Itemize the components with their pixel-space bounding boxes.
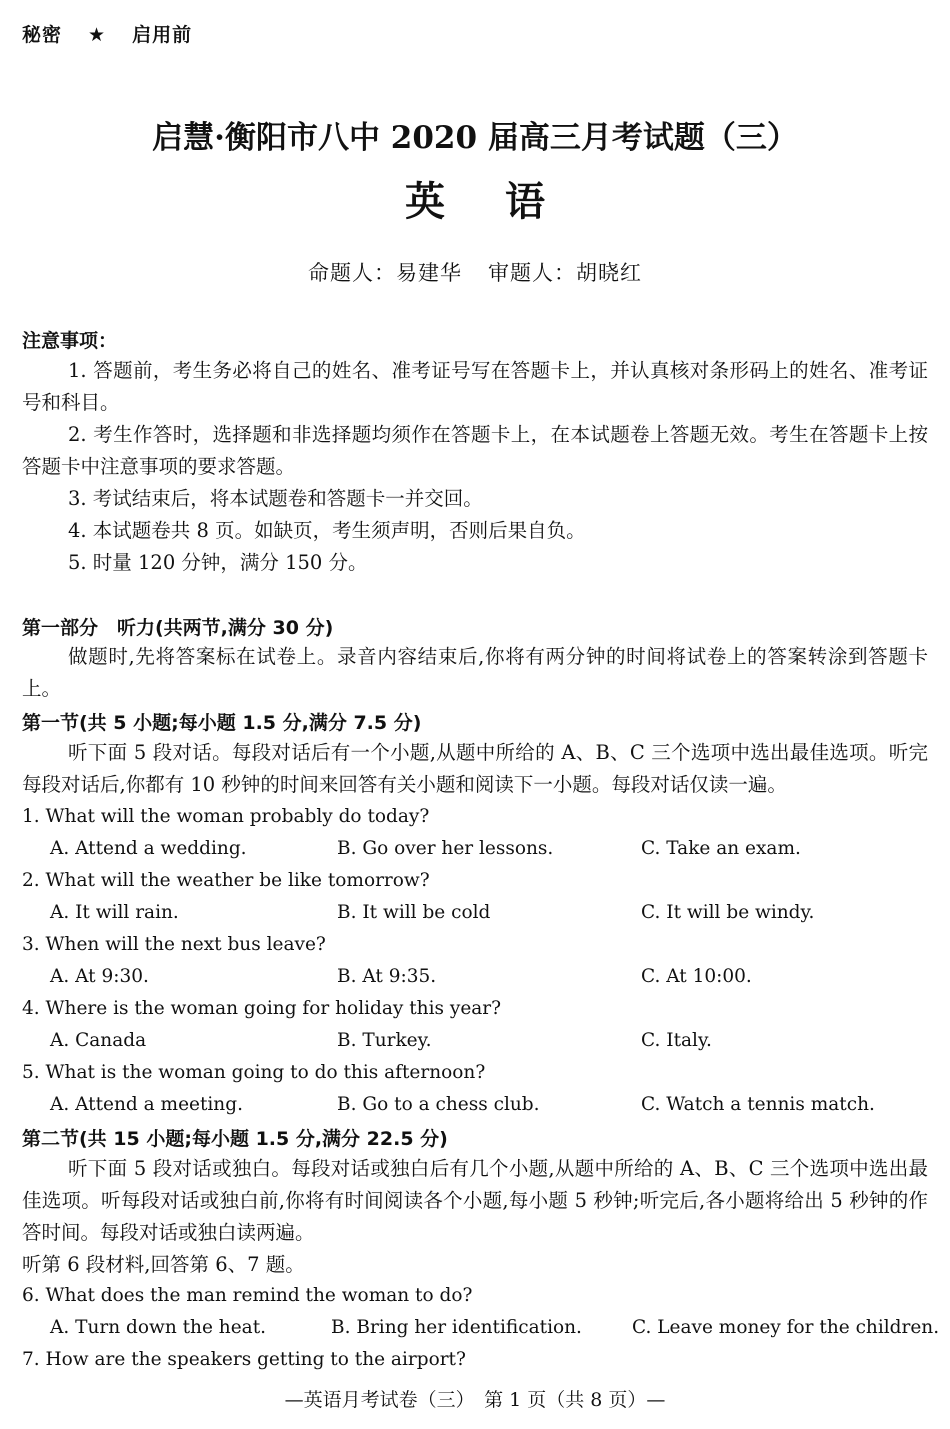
part1-heading: 第一部分 听力(共两节,满分 30 分)	[22, 617, 334, 639]
note-item-1: 1. 答题前，考生务必将自己的姓名、准考证号写在答题卡上，并认真核对条形码上的姓名、准考证号和科目。	[22, 359, 928, 414]
question-6: 6. What does the man remind the woman to do?	[22, 1285, 473, 1306]
notes-heading: 注意事项：	[22, 330, 118, 352]
q3-option-a: A. At 9:30.	[50, 966, 149, 987]
question-4: 4. Where is the woman going for holiday this year?	[22, 998, 502, 1019]
q2-option-c: C. It will be windy.	[641, 902, 815, 923]
material-6-instruction: 听第 6 段材料,回答第 6、7 题。	[22, 1253, 305, 1276]
question-2: 2. What will the weather be like tomorrow?	[22, 870, 430, 891]
note-item-3: 3. 考试结束后，将本试题卷和答题卡一并交回。	[68, 487, 483, 510]
q1-option-a: A. Attend a wedding.	[50, 838, 247, 859]
exam-title: 启慧·衡阳市八中 2020 届高三月考试题（三）	[152, 120, 798, 156]
q6-option-b: B. Bring her identification.	[331, 1317, 582, 1338]
section1-intro: 听下面 5 段对话。每段对话后有一个小题,从题中所给的 A、B、C 三个选项中选出最佳选项。听完每段对话后,你都有 10 秒钟的时间来回答有关小题和阅读下一小题。每段对话仅读一遍。	[22, 741, 928, 796]
question-5: 5. What is the woman going to do this afternoon?	[22, 1062, 486, 1083]
q1-option-c: C. Take an exam.	[641, 838, 801, 859]
note-item-4: 4. 本试题卷共 8 页。如缺页，考生须声明，否则后果自负。	[68, 519, 586, 542]
q5-option-c: C. Watch a tennis match.	[641, 1094, 875, 1115]
q2-option-a: A. It will rain.	[50, 902, 179, 923]
status-label: 启用前	[132, 24, 193, 46]
q4-option-c: C. Italy.	[641, 1030, 712, 1051]
question-3: 3. When will the next bus leave?	[22, 934, 326, 955]
question-7: 7. How are the speakers getting to the airport?	[22, 1349, 466, 1370]
note-item-5: 5. 时量 120 分钟，满分 150 分。	[68, 551, 368, 574]
q4-option-b: B. Turkey.	[337, 1030, 432, 1051]
note-item-2: 2. 考生作答时，选择题和非选择题均须作在答题卡上，在本试题卷上答题无效。考生在答题卡上按答题卡中注意事项的要求答题。	[22, 423, 928, 478]
confidential-mark	[22, 20, 192, 47]
section1-heading: 第一节(共 5 小题;每小题 1.5 分,满分 7.5 分)	[22, 712, 422, 734]
q2-option-b: B. It will be cold	[337, 902, 491, 923]
reviewer: 审题人：胡晓红	[488, 261, 642, 285]
q4-option-a: A. Canada	[50, 1030, 147, 1051]
q1-option-b: B. Go over her lessons.	[337, 838, 554, 859]
q6-option-c: C. Leave money for the children.	[632, 1317, 940, 1338]
secret-label: 秘密	[22, 24, 63, 46]
setter: 命题人：易建华	[308, 261, 462, 285]
section2-intro: 听下面 5 段对话或独白。每段对话或独白后有几个小题,从题中所给的 A、B、C 三个选项中选出最佳选项。听每段对话或独白前,你将有时间阅读各个小题,每小题 5 秒钟;听完后,各小题将给出 5 秒钟的作答时间。每段对话或独白读两遍。	[22, 1157, 928, 1244]
q3-option-b: B. At 9:35.	[337, 966, 437, 987]
q5-option-a: A. Attend a meeting.	[50, 1094, 243, 1115]
section2-heading: 第二节(共 15 小题;每小题 1.5 分,满分 22.5 分)	[22, 1128, 448, 1150]
question-1: 1. What will the woman probably do today?	[22, 806, 430, 827]
star-icon: ★	[88, 24, 107, 46]
authors-line	[0, 257, 950, 287]
q3-option-c: C. At 10:00.	[641, 966, 752, 987]
q5-option-b: B. Go to a chess club.	[337, 1094, 540, 1115]
subject-title: 英语	[405, 178, 605, 225]
page-footer: —英语月考试卷（三） 第 1 页（共 8 页）—	[284, 1389, 666, 1411]
part1-intro: 做题时,先将答案标在试卷上。录音内容结束后,你将有两分钟的时间将试卷上的答案转涂到答题卡上。	[22, 645, 928, 700]
q6-option-a: A. Turn down the heat.	[50, 1317, 267, 1338]
